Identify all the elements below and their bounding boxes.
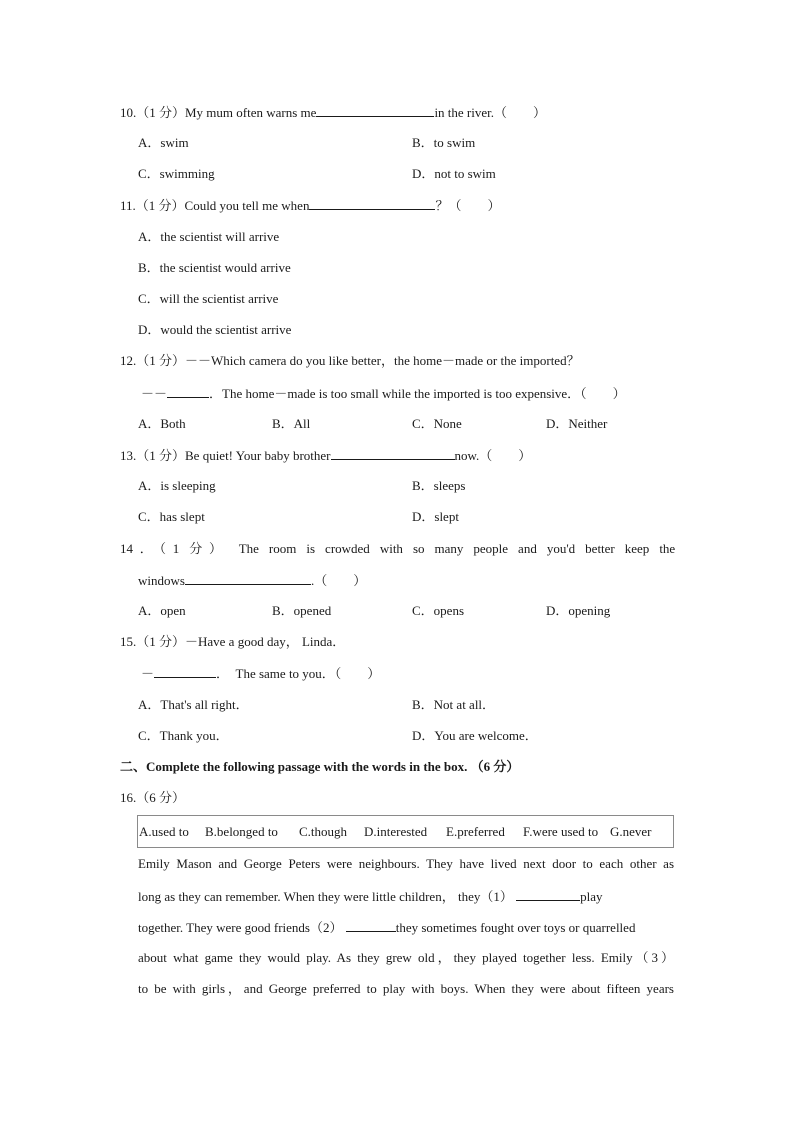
option-a[interactable]: A．the scientist will arrive: [138, 229, 280, 244]
answer-blank[interactable]: [185, 572, 311, 585]
q14-word: is: [306, 541, 316, 556]
option-c[interactable]: C．has slept: [138, 509, 205, 524]
option-c[interactable]: C．swimming: [138, 166, 215, 181]
q14-word: crowded: [325, 541, 370, 556]
passage-text: they sometimes fought over toys or quarrelled: [395, 920, 636, 935]
option-b[interactable]: B．Not at all．: [412, 697, 496, 712]
option-a[interactable]: A．swim: [138, 135, 189, 150]
passage-line: [138, 888, 674, 905]
option-b[interactable]: B．to swim: [412, 135, 476, 150]
q15-reply-pre: －: [141, 666, 155, 681]
passage-line: to be with girls，and George preferred to play with boys. When they were about fifteen years: [138, 981, 674, 996]
q11-stem-pre: 11.（1 分）Could you tell me when: [120, 198, 310, 213]
question-14-stem: [120, 541, 675, 557]
question-16-label: 16.（6 分）: [120, 790, 186, 805]
word-bank-item: D.interested: [364, 824, 428, 839]
q13-stem-pre: 13.（1 分）Be quiet! Your baby brother: [120, 448, 331, 463]
passage-line: Emily Mason and George Peters were neighbours. They have lived next door to each other as: [138, 856, 674, 871]
question-14-line2: [138, 572, 366, 589]
option-d[interactable]: D．opening: [546, 603, 611, 618]
answer-blank[interactable]: [167, 385, 209, 398]
option-b[interactable]: B．opened: [272, 603, 332, 618]
answer-blank[interactable]: [316, 104, 434, 117]
q13-stem-post: now.（ ）: [454, 448, 532, 463]
q14-word: so: [412, 541, 425, 556]
answer-blank[interactable]: [331, 447, 455, 460]
q14-word: many: [434, 541, 464, 556]
option-a[interactable]: A．open: [138, 603, 186, 618]
option-a[interactable]: A．Both: [138, 416, 186, 431]
q14-word: 14．（1: [120, 541, 180, 556]
q14-word: people: [473, 541, 509, 556]
word-bank-item: C.though: [299, 824, 348, 839]
passage-line: about what game they would play. As they grew old，they played together less. Emily（3）: [138, 950, 674, 965]
q12-reply-post: ．The home－made is too small while the imported is too expensive．（ ）: [209, 386, 626, 401]
answer-blank[interactable]: [154, 665, 216, 678]
q15-reply-post: ． The same to you．（ ）: [216, 666, 381, 681]
word-bank-item: F.were used to: [523, 824, 599, 839]
option-d[interactable]: D．would the scientist arrive: [138, 322, 292, 337]
option-d[interactable]: D．You are welcome．: [412, 728, 538, 743]
question-13-stem: [120, 447, 531, 464]
q14-word: The: [238, 541, 259, 556]
word-bank-item: E.preferred: [446, 824, 505, 839]
q12-reply-pre: －－: [141, 386, 168, 401]
q14-line2-post: .（ ）: [310, 573, 367, 588]
passage-text: long as they can remember. When they were little children， they（1）: [138, 889, 513, 904]
option-c[interactable]: C．None: [412, 416, 462, 431]
answer-blank[interactable]: [309, 197, 435, 210]
word-bank-box: [137, 815, 674, 848]
q14-word: and: [518, 541, 537, 556]
option-b[interactable]: B．All: [272, 416, 311, 431]
option-d[interactable]: D．Neither: [546, 416, 608, 431]
q14-word: room: [268, 541, 297, 556]
option-a[interactable]: A．is sleeping: [138, 478, 216, 493]
question-15-reply: [141, 665, 380, 682]
question-15-stem: 15.（1 分）－Have a good day， Linda．: [120, 634, 346, 649]
question-11-stem: [120, 197, 500, 214]
q14-word: keep: [624, 541, 650, 556]
question-12-reply: [141, 385, 626, 402]
passage-text: play: [580, 889, 603, 904]
option-d[interactable]: D．slept: [412, 509, 459, 524]
question-10-stem: [120, 104, 546, 121]
q10-stem-pre: 10.（1 分）My mum often warns me: [120, 105, 317, 120]
option-a[interactable]: A．That's all right．: [138, 697, 249, 712]
option-c[interactable]: C．Thank you．: [138, 728, 229, 743]
question-12-stem: 12.（1 分）－－Which camera do you like better，the home－made or the imported？: [120, 353, 580, 368]
q11-stem-post: ？（ ）: [435, 198, 501, 213]
passage-text: together. They were good friends（2）: [138, 920, 343, 935]
section-heading: 二、Complete the following passage with the words in the box. （6 分）: [120, 759, 520, 774]
word-bank-item: G.never: [610, 824, 652, 839]
word-bank-item: A.used to: [139, 824, 189, 839]
q14-word: better: [585, 541, 615, 556]
answer-blank[interactable]: [516, 888, 580, 901]
passage-line: [138, 919, 674, 936]
q14-word: with: [379, 541, 403, 556]
option-b[interactable]: B．sleeps: [412, 478, 466, 493]
q14-word: 分）: [189, 541, 229, 556]
word-bank-item: B.belonged to: [205, 824, 278, 839]
q14-line2-pre: windows: [138, 573, 185, 588]
option-b[interactable]: B．the scientist would arrive: [138, 260, 291, 275]
option-d[interactable]: D．not to swim: [412, 166, 496, 181]
q14-word: you'd: [546, 541, 576, 556]
option-c[interactable]: C．will the scientist arrive: [138, 291, 279, 306]
q14-word: the: [659, 541, 676, 556]
answer-blank[interactable]: [346, 919, 396, 932]
q10-stem-post: in the river.（ ）: [434, 105, 547, 120]
option-c[interactable]: C．opens: [412, 603, 465, 618]
